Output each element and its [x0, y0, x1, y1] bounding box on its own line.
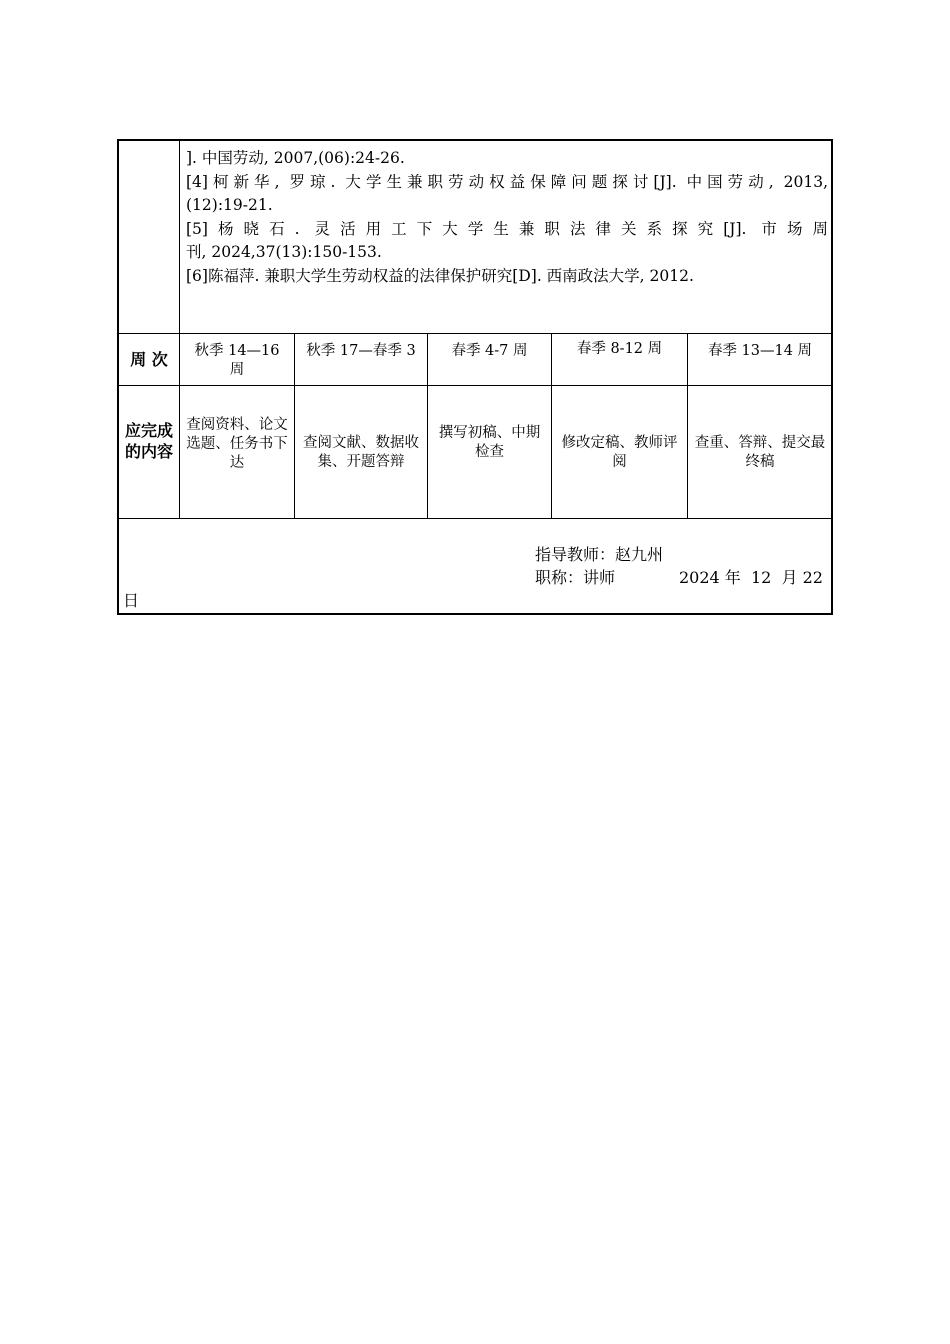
- task-cell: 查阅资料、论文选题、任务书下达: [186, 417, 288, 471]
- task-cell: 查重、答辩、提交最终稿: [694, 435, 826, 470]
- task-cell: 撰写初稿、中期检查: [438, 425, 541, 460]
- reference-line: [6]陈福萍. 兼职大学生劳动权益的法律保护研究[D]. 西南政法大学, 2012.: [186, 266, 694, 285]
- reference-line: [5]杨晓石. 灵活用工下大学生兼职法律关系探究[J]. 市场周: [186, 219, 828, 238]
- week-cell: 春季 8-12 周: [576, 341, 663, 357]
- reference-line: ]. 中国劳动, 2007,(06):24-26.: [186, 149, 405, 167]
- content-row-label: 应完成的内容: [125, 421, 174, 461]
- week-row-label: 周 次: [130, 350, 168, 369]
- reference-line: (12):19-21.: [186, 196, 273, 214]
- reference-line: 刊, 2024,37(13):150-153.: [186, 243, 382, 261]
- reference-line: [4]柯新华, 罗琼. 大学生兼职劳动权益保障问题探讨[J]. 中国劳动, 2013,: [186, 172, 828, 191]
- row-divider: [118, 518, 832, 519]
- row-divider: [118, 385, 832, 386]
- row-divider: [118, 333, 832, 334]
- advisor-title: 职称：讲师: [535, 568, 616, 587]
- week-cell: 秋季 17—春季 3: [306, 343, 416, 359]
- week-cell: 春季 13—14 周: [707, 343, 813, 359]
- task-cell: 查阅文献、数据收集、开题答辩: [303, 435, 419, 470]
- week-cell: 秋季 14—16 周: [194, 343, 280, 378]
- reference-list: [186, 147, 828, 288]
- task-cell: 修改定稿、教师评阅: [561, 435, 678, 470]
- week-cell: 春季 4-7 周: [451, 343, 528, 359]
- sign-date: 2024 年 12 月 22: [679, 568, 823, 587]
- sign-date-day: 日: [123, 591, 140, 610]
- advisor-name: 指导教师：赵九州: [535, 545, 664, 564]
